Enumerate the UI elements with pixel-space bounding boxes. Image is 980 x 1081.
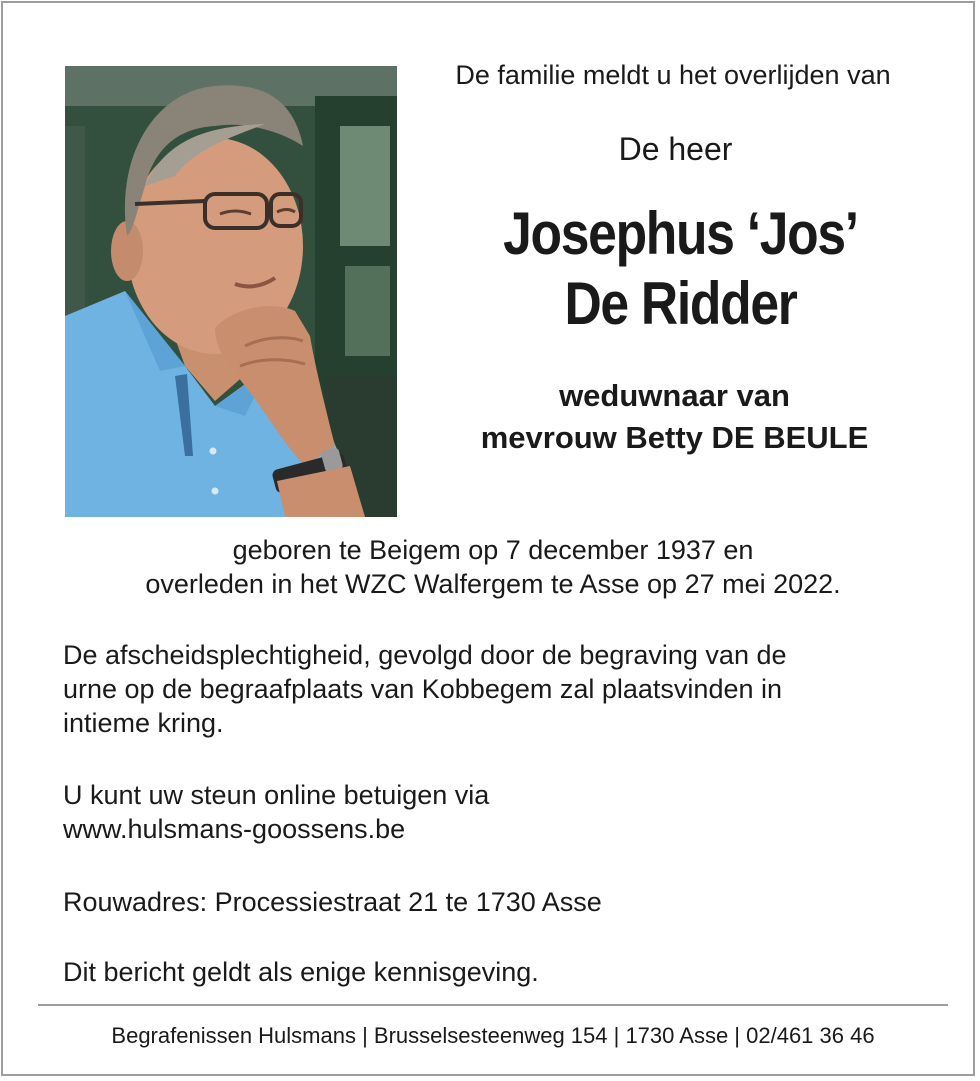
ceremony-line: urne op de begraafplaats van Kobbegem zal plaatsvinden in	[63, 674, 783, 704]
deceased-name	[446, 199, 915, 339]
footer-divider	[38, 1004, 948, 1006]
birth-death-dates	[43, 533, 943, 601]
support-paragraph	[63, 778, 943, 846]
deceased-name-line1: Josephus ‘Jos’	[503, 200, 858, 267]
portrait-photo	[65, 66, 397, 517]
ceremony-line: intieme kring.	[63, 708, 224, 738]
support-line: U kunt uw steun online betuigen via	[63, 780, 490, 810]
death-line: overleden in het WZC Walfergem te Asse op 27 mei 2022.	[145, 569, 841, 599]
mourning-address: Rouwadres: Processiestraat 21 te 1730 Asse	[63, 887, 602, 917]
widower-of-line1: weduwnaar van	[559, 378, 790, 413]
deceased-name-line2: De Ridder	[564, 270, 797, 337]
ceremony-paragraph	[63, 638, 943, 740]
ceremony-line: De afscheidsplechtigheid, gevolgd door de begraving van de	[63, 640, 787, 670]
support-website: www.hulsmans-goossens.be	[63, 814, 406, 844]
funeral-home-footer: Begrafenissen Hulsmans | Brusselsesteenweg 154 | 1730 Asse | 02/461 36 46	[111, 1023, 875, 1048]
honorific: De heer	[618, 131, 733, 167]
intro-text: De familie meldt u het overlijden van	[455, 60, 891, 90]
widower-of	[408, 375, 941, 459]
final-notice: Dit bericht geldt als enige kennisgeving.	[63, 957, 539, 987]
notice-frame	[1, 1, 975, 1076]
widower-of-line2: mevrouw Betty DE BEULE	[480, 420, 869, 455]
portrait-illustration	[65, 66, 397, 517]
birth-line: geboren te Beigem op 7 december 1937 en	[232, 535, 754, 565]
